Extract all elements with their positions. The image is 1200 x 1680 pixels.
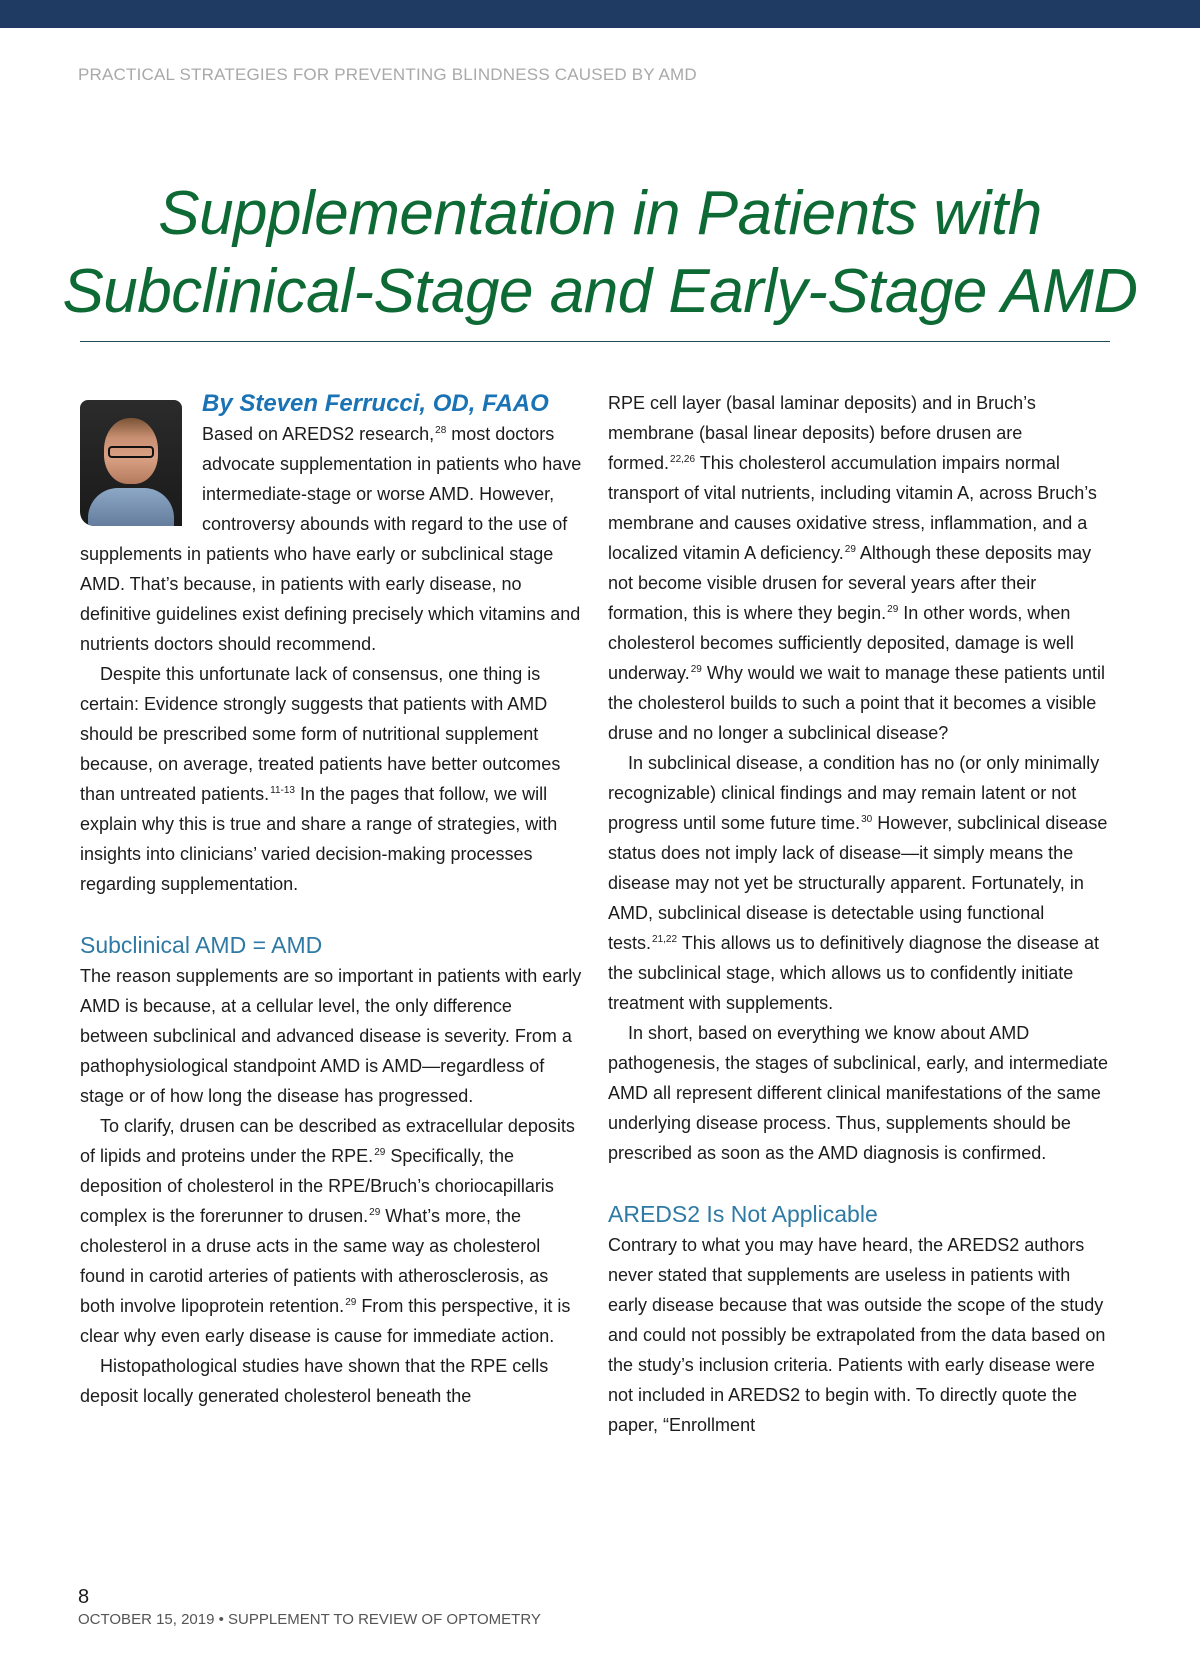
reference-superscript: 29 (887, 604, 899, 615)
paragraph-text: RPE cell layer (basal laminar deposits) and in Bruch’s membrane (basal linear deposits) before drusen are formed. (608, 393, 1036, 473)
reference-superscript: 29 (690, 664, 702, 675)
article-title (60, 175, 1140, 331)
reference-superscript: 30 (861, 814, 873, 825)
page-number: 8 (78, 1586, 90, 1608)
paragraph-text: This allows us to definitively diagnose the disease at the subclinical stage, which allows us to confidently initiate treatment with supplements. (608, 933, 1099, 1013)
paragraph-text: Specifically, the deposition of cholesterol in the RPE/Bruch’s choriocapillaris complex is the forerunner to drusen. (80, 1146, 554, 1226)
reference-superscript: 29 (374, 1147, 386, 1158)
paragraph (80, 1111, 582, 1351)
paragraph-text: What’s more, the cholesterol in a druse acts in the same way as cholesterol found in carotid arteries of patients with atherosclerosis, as both involve lipoprotein retention. (80, 1206, 549, 1316)
paragraph-text: However, subclinical disease status does not imply lack of disease—it simply means the disease may not yet be structurally apparent. Fortunately, in AMD, subclinical disease is detectable using functional tests. (608, 813, 1108, 953)
paragraph: The reason supplements are so important in patients with early AMD is because, at a cellular level, the only difference between subclinical and advanced disease is severity. From a pathophysiological standpoint AMD is AMD—regardless of stage or of how long the disease has progressed. (80, 966, 582, 1106)
section-heading-areds2: AREDS2 Is Not Applicable (608, 1201, 878, 1227)
paragraph-text: most doctors advocate supplementation in patients who have intermediate-stage or worse AMD. However, controversy abounds with regard to the use of supplements in patients who have early or subclinical stage AMD. That’s because, in patients with early disease, no definitive guidelines exist defining precisely which vitamins and nutrients doctors should recommend. (80, 424, 582, 654)
paragraph (608, 748, 1114, 1018)
paragraph-text: In other words, when cholesterol becomes sufficiently deposited, damage is well underway. (608, 603, 1074, 683)
footer-line: OCTOBER 15, 2019 • SUPPLEMENT TO REVIEW OF OPTOMETRY (78, 1611, 541, 1628)
byline: By Steven Ferrucci, OD, FAAO (202, 390, 549, 417)
paragraph-text: Based on AREDS2 research, (202, 424, 435, 444)
paragraph-text: In the pages that follow, we will explain why this is true and share a range of strategies, with insights into clinicians’ varied decision-making processes regarding supplementation. (80, 784, 558, 894)
running-head: PRACTICAL STRATEGIES FOR PREVENTING BLINDNESS CAUSED BY AMD (78, 65, 697, 84)
reference-superscript: 21,22 (652, 934, 678, 945)
paragraph-text: To clarify, drusen can be described as extracellular deposits of lipids and proteins under the RPE. (80, 1116, 575, 1166)
reference-superscript: 29 (345, 1297, 357, 1308)
left-column (80, 388, 582, 1411)
title-divider (80, 341, 1110, 342)
top-bar (0, 0, 1200, 28)
paragraph-text: From this perspective, it is clear why even early disease is cause for immediate action. (80, 1296, 571, 1346)
paragraph-text: In subclinical disease, a condition has no (or only minimally recognizable) clinical findings and may remain latent or not progress until some future time. (608, 753, 1100, 833)
reference-superscript: 11-13 (270, 785, 295, 796)
intro-block (80, 388, 582, 659)
paragraph (80, 659, 582, 899)
right-column (608, 388, 1114, 1440)
title-line-2: Subclinical-Stage and Early-Stage AMD (62, 257, 1138, 326)
paragraph (608, 388, 1114, 748)
paragraph: In short, based on everything we know about AMD pathogenesis, the stages of subclinical, early, and intermediate AMD all represent different clinical manifestations of the same underlying disease process. Thus, supplements should be prescribed as soon as the AMD diagnosis is confirmed. (608, 1023, 1108, 1163)
title-line-1: Supplementation in Patients with (158, 179, 1042, 248)
paragraph-text: Although these deposits may not become visible drusen for several years after their formation, this is where they begin. (608, 543, 1092, 623)
reference-superscript: 22,26 (670, 454, 696, 465)
paragraph-text: Why would we wait to manage these patients until the cholesterol builds to such a point that it becomes a visible druse and no longer a subclinical disease? (608, 663, 1106, 743)
paragraph: Contrary to what you may have heard, the AREDS2 authors never stated that supplements are useless in patients with early disease because that was outside the scope of the study and could not possibly be extrapolated from the data based on the study’s inclusion criteria. Patients with early disease were not included in AREDS2 to begin with. To directly quote the paper, “Enrollment (608, 1235, 1106, 1435)
paragraph: Histopathological studies have shown that the RPE cells deposit locally generated cholesterol beneath the (80, 1356, 549, 1406)
paragraph-text: Despite this unfortunate lack of consensus, one thing is certain: Evidence strongly suggests that patients with AMD should be prescribed some form of nutritional supplement because, on average, treated patients have better outcomes than untreated patients. (80, 664, 561, 804)
section-heading-subclinical: Subclinical AMD = AMD (80, 932, 323, 958)
author-photo (80, 400, 182, 526)
reference-superscript: 28 (435, 425, 447, 436)
author-photo-shirt (88, 488, 174, 526)
reference-superscript: 29 (844, 544, 856, 555)
paragraph-text: This cholesterol accumulation impairs normal transport of vital nutrients, including vitamin A, across Bruch’s membrane and causes oxidative stress, inflammation, and a localized vitamin A deficiency. (608, 453, 1097, 563)
author-photo-glasses (108, 446, 154, 458)
reference-superscript: 29 (369, 1207, 381, 1218)
